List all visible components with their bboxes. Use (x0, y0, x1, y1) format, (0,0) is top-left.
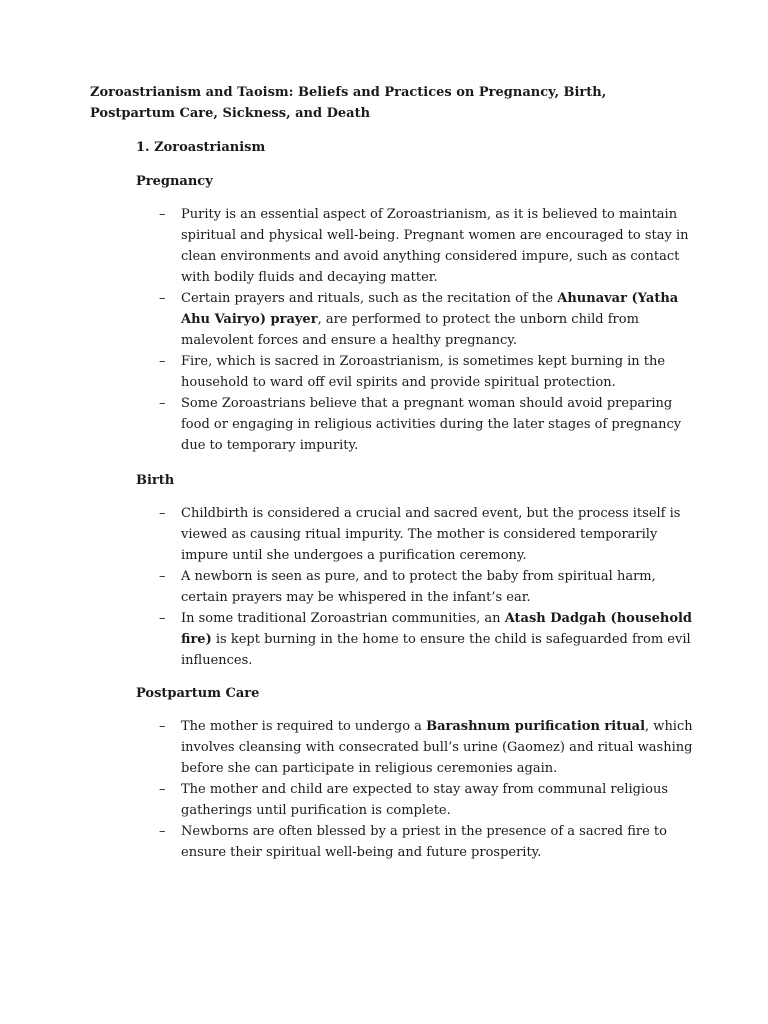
bullet-dash: – (159, 824, 166, 839)
list-item (136, 716, 696, 779)
list-item-text-pre: The mother is required to undergo a (181, 719, 427, 734)
list-item-text: Newborns are often blessed by a priest in the presence of a sacred fire to ensure their spiritual well-being and future prosperity. (181, 824, 667, 860)
bullet-dash: – (159, 396, 166, 411)
section-heading-zoroastrianism: 1. Zoroastrianism (136, 140, 266, 155)
list-item (136, 608, 696, 671)
list-item-text: Some Zoroastrians believe that a pregnant woman should avoid preparing food or engaging in religious activities during the later stages of pregnancy due to temporary impurity. (181, 396, 682, 453)
list-item-text: Purity is an essential aspect of Zoroastrianism, as it is believed to maintain spiritual and physical well-being. Pregnant women are encouraged to stay in clean environments and avoid anything considered impure, such as contact with bodily fluids and decaying matter. (181, 207, 689, 285)
bullet-dash: – (159, 291, 166, 306)
list-item-text: Childbirth is considered a crucial and sacred event, but the process itself is viewed as causing ritual impurity. The mother is considered temporarily impure until she undergoes a purification ceremony. (181, 506, 681, 563)
bullet-dash: – (159, 354, 166, 369)
bullet-dash: – (159, 782, 166, 797)
list-item-text-pre: Certain prayers and rituals, such as the recitation of the (181, 291, 558, 306)
list-item-text-post: , which involves cleansing with consecrated bull’s urine (Gaomez) and ritual washing before she can participate in religious ceremonies again. (181, 719, 693, 776)
list-item-text: The mother and child are expected to stay away from communal religious gatherings until purification is complete. (181, 782, 668, 818)
list-item-text-post: is kept burning in the home to ensure the child is safeguarded from evil influences. (181, 632, 691, 668)
list-item-text-post: , are performed to protect the unborn child from malevolent forces and ensure a healthy pregnancy. (181, 312, 639, 348)
list-item (136, 503, 696, 566)
list-item-text-bold: Barashnum purification ritual (426, 719, 646, 734)
postpartum-list (136, 716, 696, 863)
list-item (136, 288, 696, 351)
document-title: Zoroastrianism and Taoism: Beliefs and Practices on Pregnancy, Birth, Postpartum Care, Sickness, and Death (90, 85, 607, 121)
birth-list (136, 503, 696, 671)
list-item-text: Fire, which is sacred in Zoroastrianism, is sometimes kept burning in the household to ward off evil spirits and provide spiritual protection. (181, 354, 666, 390)
list-item-text: A newborn is seen as pure, and to protect the baby from spiritual harm, certain prayers may be whispered in the infant’s ear. (181, 569, 656, 605)
pregnancy-list (136, 204, 696, 456)
bullet-dash: – (159, 569, 166, 584)
list-item (136, 204, 696, 288)
list-item-text-pre: In some traditional Zoroastrian communities, an (181, 611, 505, 626)
subheading-birth: Birth (136, 473, 175, 488)
subheading-pregnancy: Pregnancy (136, 174, 213, 189)
bullet-dash: – (159, 611, 166, 626)
list-item-text-bold: Atash Dadgah (household fire) (181, 611, 693, 647)
list-item (136, 779, 696, 821)
list-item (136, 351, 696, 393)
list-item (136, 393, 696, 456)
list-item-text-bold: Ahunavar (Yatha Ahu Vairyo) prayer (181, 291, 679, 327)
bullet-dash: – (159, 719, 166, 734)
subheading-postpartum-care: Postpartum Care (136, 686, 260, 701)
bullet-dash: – (159, 207, 166, 222)
list-item (136, 566, 696, 608)
bullet-dash: – (159, 506, 166, 521)
list-item (136, 821, 696, 863)
